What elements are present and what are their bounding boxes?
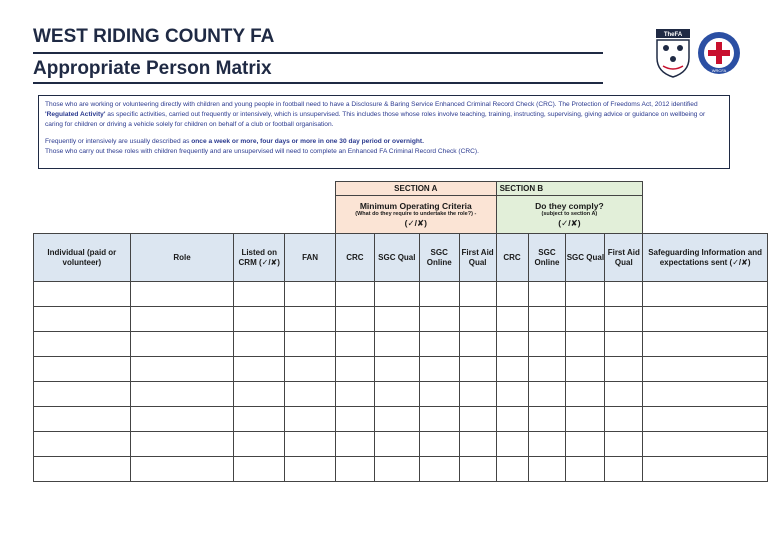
table-row (34, 457, 768, 482)
table-cell[interactable] (566, 357, 605, 382)
table-cell[interactable] (605, 457, 643, 482)
table-cell[interactable] (285, 382, 336, 407)
info-paragraph-3: Those who carry out these roles with children frequently and are unsupervised will need to complete an Enhanced FA Criminal Record Check (CRC). (45, 148, 479, 155)
table-row (34, 332, 768, 357)
table-cell[interactable] (374, 332, 419, 357)
table-cell[interactable] (374, 432, 419, 457)
table-cell[interactable] (496, 357, 528, 382)
the-fa-crest-logo (655, 28, 691, 78)
table-row (34, 357, 768, 382)
table-cell[interactable] (566, 332, 605, 357)
table-cell[interactable] (528, 457, 566, 482)
table-cell[interactable] (566, 382, 605, 407)
table-cell[interactable] (335, 432, 374, 457)
table-cell[interactable] (130, 282, 234, 307)
col-b-sgc-online: SGC Online (528, 234, 566, 282)
table-cell[interactable] (605, 332, 643, 357)
table-cell[interactable] (374, 382, 419, 407)
table-cell[interactable] (566, 432, 605, 457)
table-cell[interactable] (374, 407, 419, 432)
table-cell[interactable] (234, 457, 285, 482)
table-cell[interactable] (234, 382, 285, 407)
table-cell[interactable] (335, 332, 374, 357)
table-cell[interactable] (234, 407, 285, 432)
col-individual: Individual (paid or volunteer) (34, 234, 131, 282)
table-cell[interactable] (605, 382, 643, 407)
table-cell[interactable] (605, 307, 643, 332)
table-cell[interactable] (374, 282, 419, 307)
table-cell[interactable] (34, 307, 131, 332)
table-cell[interactable] (643, 457, 768, 482)
table-cell[interactable] (335, 307, 374, 332)
table-cell[interactable] (419, 382, 459, 407)
col-listed-on-crm: Listed on CRM (✓/✘) (234, 234, 285, 282)
table-cell[interactable] (496, 407, 528, 432)
table-cell[interactable] (285, 457, 336, 482)
table-cell[interactable] (130, 332, 234, 357)
table-cell[interactable] (335, 357, 374, 382)
table-cell[interactable] (643, 432, 768, 457)
table-cell[interactable] (234, 332, 285, 357)
table-cell[interactable] (34, 332, 131, 357)
table-cell[interactable] (374, 357, 419, 382)
table-cell[interactable] (496, 282, 528, 307)
table-cell[interactable] (459, 357, 496, 382)
table-cell[interactable] (130, 407, 234, 432)
table-cell[interactable] (234, 432, 285, 457)
table-cell[interactable] (566, 307, 605, 332)
col-a-sgc-online: SGC Online (419, 234, 459, 282)
table-cell[interactable] (528, 357, 566, 382)
table-cell[interactable] (34, 432, 131, 457)
table-cell[interactable] (459, 457, 496, 482)
table-cell[interactable] (528, 307, 566, 332)
table-cell[interactable] (234, 357, 285, 382)
table-cell[interactable] (130, 432, 234, 457)
table-cell[interactable] (528, 282, 566, 307)
section-a-label: SECTION A (335, 182, 496, 196)
table-cell[interactable] (643, 332, 768, 357)
table-cell[interactable] (643, 407, 768, 432)
table-cell[interactable] (335, 382, 374, 407)
page-title: Appropriate Person Matrix (33, 58, 272, 79)
table-cell[interactable] (459, 282, 496, 307)
subtitle-rule (33, 82, 603, 84)
table-cell[interactable] (605, 282, 643, 307)
table-cell[interactable] (234, 282, 285, 307)
table-cell[interactable] (419, 407, 459, 432)
regulated-activity-info (38, 95, 730, 169)
table-cell[interactable] (605, 357, 643, 382)
west-riding-fa-logo (697, 31, 741, 75)
table-cell[interactable] (34, 357, 131, 382)
table-cell[interactable] (34, 382, 131, 407)
table-cell[interactable] (459, 432, 496, 457)
table-cell[interactable] (459, 382, 496, 407)
table-cell[interactable] (419, 332, 459, 357)
section-a-heading: Minimum Operating Criteria (What do they require to undertake the role?) - (✓/✘) (335, 196, 496, 234)
table-cell[interactable] (496, 432, 528, 457)
table-cell[interactable] (605, 407, 643, 432)
table-cell[interactable] (34, 407, 131, 432)
table-cell[interactable] (130, 307, 234, 332)
col-a-sgc-qual: SGC Qual (374, 234, 419, 282)
table-cell[interactable] (335, 457, 374, 482)
section-b-label: SECTION B (496, 182, 643, 196)
section-b-heading: Do they comply? (subject to section A) (✓/✘) (496, 196, 643, 234)
table-row (34, 432, 768, 457)
table-cell[interactable] (566, 282, 605, 307)
info-paragraph-2: Frequently or intensively are usually described as once a week or more, four days or more in one 30 day period or overnight. (45, 138, 424, 145)
table-cell[interactable] (528, 432, 566, 457)
table-cell[interactable] (285, 407, 336, 432)
logo2-label: WRCFA (711, 68, 727, 73)
table-cell[interactable] (130, 357, 234, 382)
logo1-label: TheFA (663, 32, 683, 38)
table-cell[interactable] (459, 407, 496, 432)
table-cell[interactable] (419, 457, 459, 482)
table-cell[interactable] (528, 407, 566, 432)
table-cell[interactable] (496, 457, 528, 482)
table-cell[interactable] (285, 432, 336, 457)
table-cell[interactable] (643, 382, 768, 407)
table-cell[interactable] (419, 307, 459, 332)
table-cell[interactable] (419, 357, 459, 382)
table-row (34, 282, 768, 307)
table-cell[interactable] (419, 432, 459, 457)
table-cell[interactable] (643, 282, 768, 307)
col-a-first-aid: First Aid Qual (459, 234, 496, 282)
col-a-crc: CRC (335, 234, 374, 282)
appropriate-person-matrix (33, 181, 768, 482)
table-cell[interactable] (643, 307, 768, 332)
info-paragraph-1: Those who are working or volunteering directly with children and young people in football need to have a Disclosure & Baring Service Enhanced Criminal Record Check (CRC). The Protection of Freedoms Act, 2012 identified 'Regulated Activity' as specific activities, carried out frequently or intensively, which is unsupervised. This includes those whose roles involve teaching, training, instructing, supervising, giving advice or guidance on wellbeing or caring for children or driving a vehicle solely for children on behalf of a club or football organisation. (45, 101, 706, 128)
table-cell[interactable] (285, 357, 336, 382)
table-cell[interactable] (419, 282, 459, 307)
table-cell[interactable] (459, 332, 496, 357)
table-cell[interactable] (34, 282, 131, 307)
table-cell[interactable] (605, 432, 643, 457)
table-row (34, 407, 768, 432)
table-cell[interactable] (130, 457, 234, 482)
col-b-crc: CRC (496, 234, 528, 282)
table-cell[interactable] (374, 457, 419, 482)
table-cell[interactable] (335, 407, 374, 432)
table-row (34, 307, 768, 332)
table-cell[interactable] (496, 332, 528, 357)
county-title: WEST RIDING COUNTY FA (33, 26, 275, 47)
table-cell[interactable] (130, 382, 234, 407)
col-fan: FAN (285, 234, 336, 282)
table-cell[interactable] (566, 407, 605, 432)
table-cell[interactable] (459, 307, 496, 332)
table-cell[interactable] (335, 282, 374, 307)
col-b-first-aid: First Aid Qual (605, 234, 643, 282)
table-cell[interactable] (528, 332, 566, 357)
title-rule (33, 52, 603, 54)
col-b-sgc-qual: SGC Qual (566, 234, 605, 282)
table-cell[interactable] (643, 357, 768, 382)
table-cell[interactable] (496, 382, 528, 407)
table-cell[interactable] (496, 307, 528, 332)
col-safeguarding-info: Safeguarding Information and expectations sent (✓/✘) (643, 234, 768, 282)
table-cell[interactable] (285, 282, 336, 307)
table-cell[interactable] (34, 457, 131, 482)
col-role: Role (130, 234, 234, 282)
table-cell[interactable] (566, 457, 605, 482)
table-row (34, 382, 768, 407)
table-cell[interactable] (374, 307, 419, 332)
table-cell[interactable] (285, 307, 336, 332)
table-cell[interactable] (528, 382, 566, 407)
table-cell[interactable] (285, 332, 336, 357)
table-cell[interactable] (234, 307, 285, 332)
